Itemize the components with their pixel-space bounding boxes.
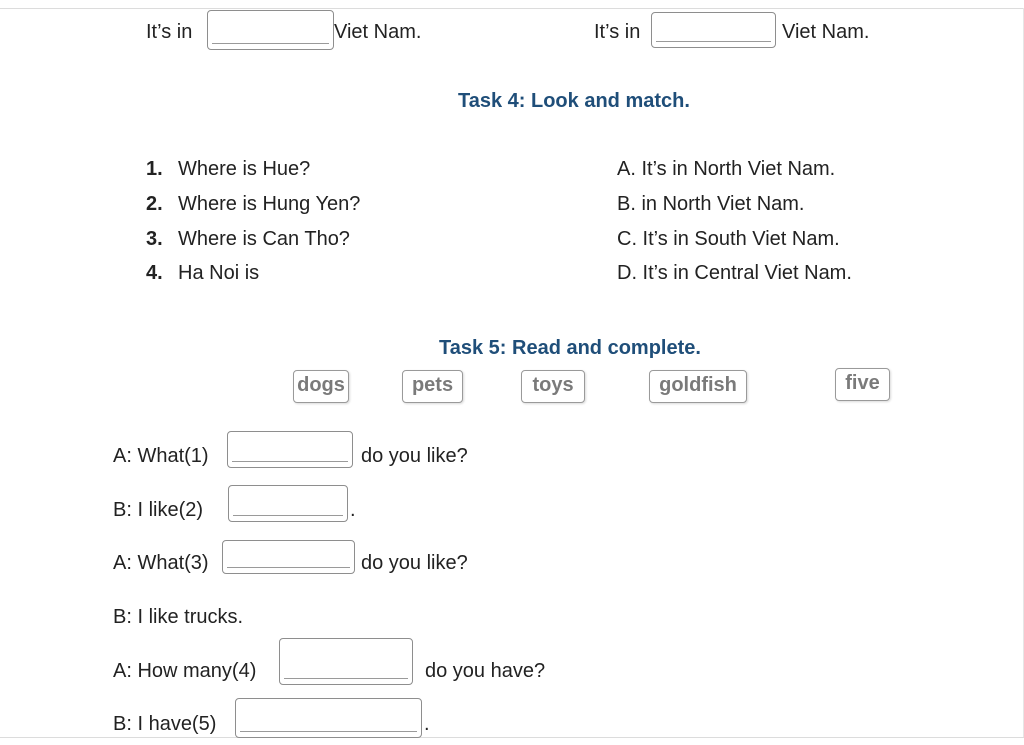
question-text: Where is Hue? <box>178 158 311 180</box>
word-bank-pets[interactable]: pets <box>402 370 463 403</box>
dialogue-line-4: B: I like trucks. <box>113 606 244 628</box>
word-bank-five[interactable]: five <box>835 368 890 401</box>
word-bank-toys[interactable]: toys <box>521 370 585 403</box>
task4-answer-a: A. It’s in North Viet Nam. <box>617 158 836 180</box>
question-number: 3. <box>146 228 163 250</box>
answer-blank-3[interactable] <box>222 540 355 574</box>
page-bottom-border <box>0 737 1024 738</box>
question-number: 4. <box>146 262 163 284</box>
dialogue-line-5-before: A: How many(4) <box>113 660 257 682</box>
task4-question-2 <box>146 192 360 216</box>
top-right-prefix: It’s in <box>594 21 641 43</box>
task4-question-1 <box>146 157 310 181</box>
task4-answer-b: B. in North Viet Nam. <box>617 193 805 215</box>
top-left-prefix: It’s in <box>146 21 193 43</box>
dialogue-line-2-after: . <box>350 499 356 521</box>
task4-answer-c: C. It’s in South Viet Nam. <box>617 228 840 250</box>
dialogue-line-1-before: A: What(1) <box>113 445 209 467</box>
task4-title: Task 4: Look and match. <box>458 90 690 112</box>
dialogue-line-2-before: B: I like(2) <box>113 499 204 521</box>
answer-blank-5[interactable] <box>235 698 422 738</box>
dialogue-line-3-before: A: What(3) <box>113 552 209 574</box>
task5-title: Task 5: Read and complete. <box>439 337 701 359</box>
word-bank-goldfish[interactable]: goldfish <box>649 370 747 403</box>
top-right-suffix: Viet Nam. <box>782 21 870 43</box>
task4-question-4 <box>146 261 259 285</box>
top-right-blank-input[interactable] <box>651 12 776 48</box>
question-number: 1. <box>146 158 163 180</box>
word-bank-dogs[interactable]: dogs <box>293 370 349 403</box>
dialogue-line-6-before: B: I have(5) <box>113 713 217 735</box>
top-left-suffix: Viet Nam. <box>334 21 422 43</box>
question-text: Where is Can Tho? <box>178 228 350 250</box>
answer-blank-4[interactable] <box>279 638 413 685</box>
dialogue-line-5-after: do you have? <box>425 660 546 682</box>
dialogue-line-6-after: . <box>424 713 430 735</box>
task4-question-3 <box>146 227 350 251</box>
page-top-border <box>0 8 1024 9</box>
top-left-blank-input[interactable] <box>207 10 334 50</box>
question-text: Ha Noi is <box>178 262 260 284</box>
dialogue-line-1-after: do you like? <box>361 445 468 467</box>
task4-answer-d: D. It’s in Central Viet Nam. <box>617 262 852 284</box>
question-number: 2. <box>146 193 163 215</box>
dialogue-line-3-after: do you like? <box>361 552 468 574</box>
question-text: Where is Hung Yen? <box>178 193 361 215</box>
answer-blank-2[interactable] <box>228 485 348 522</box>
answer-blank-1[interactable] <box>227 431 353 468</box>
